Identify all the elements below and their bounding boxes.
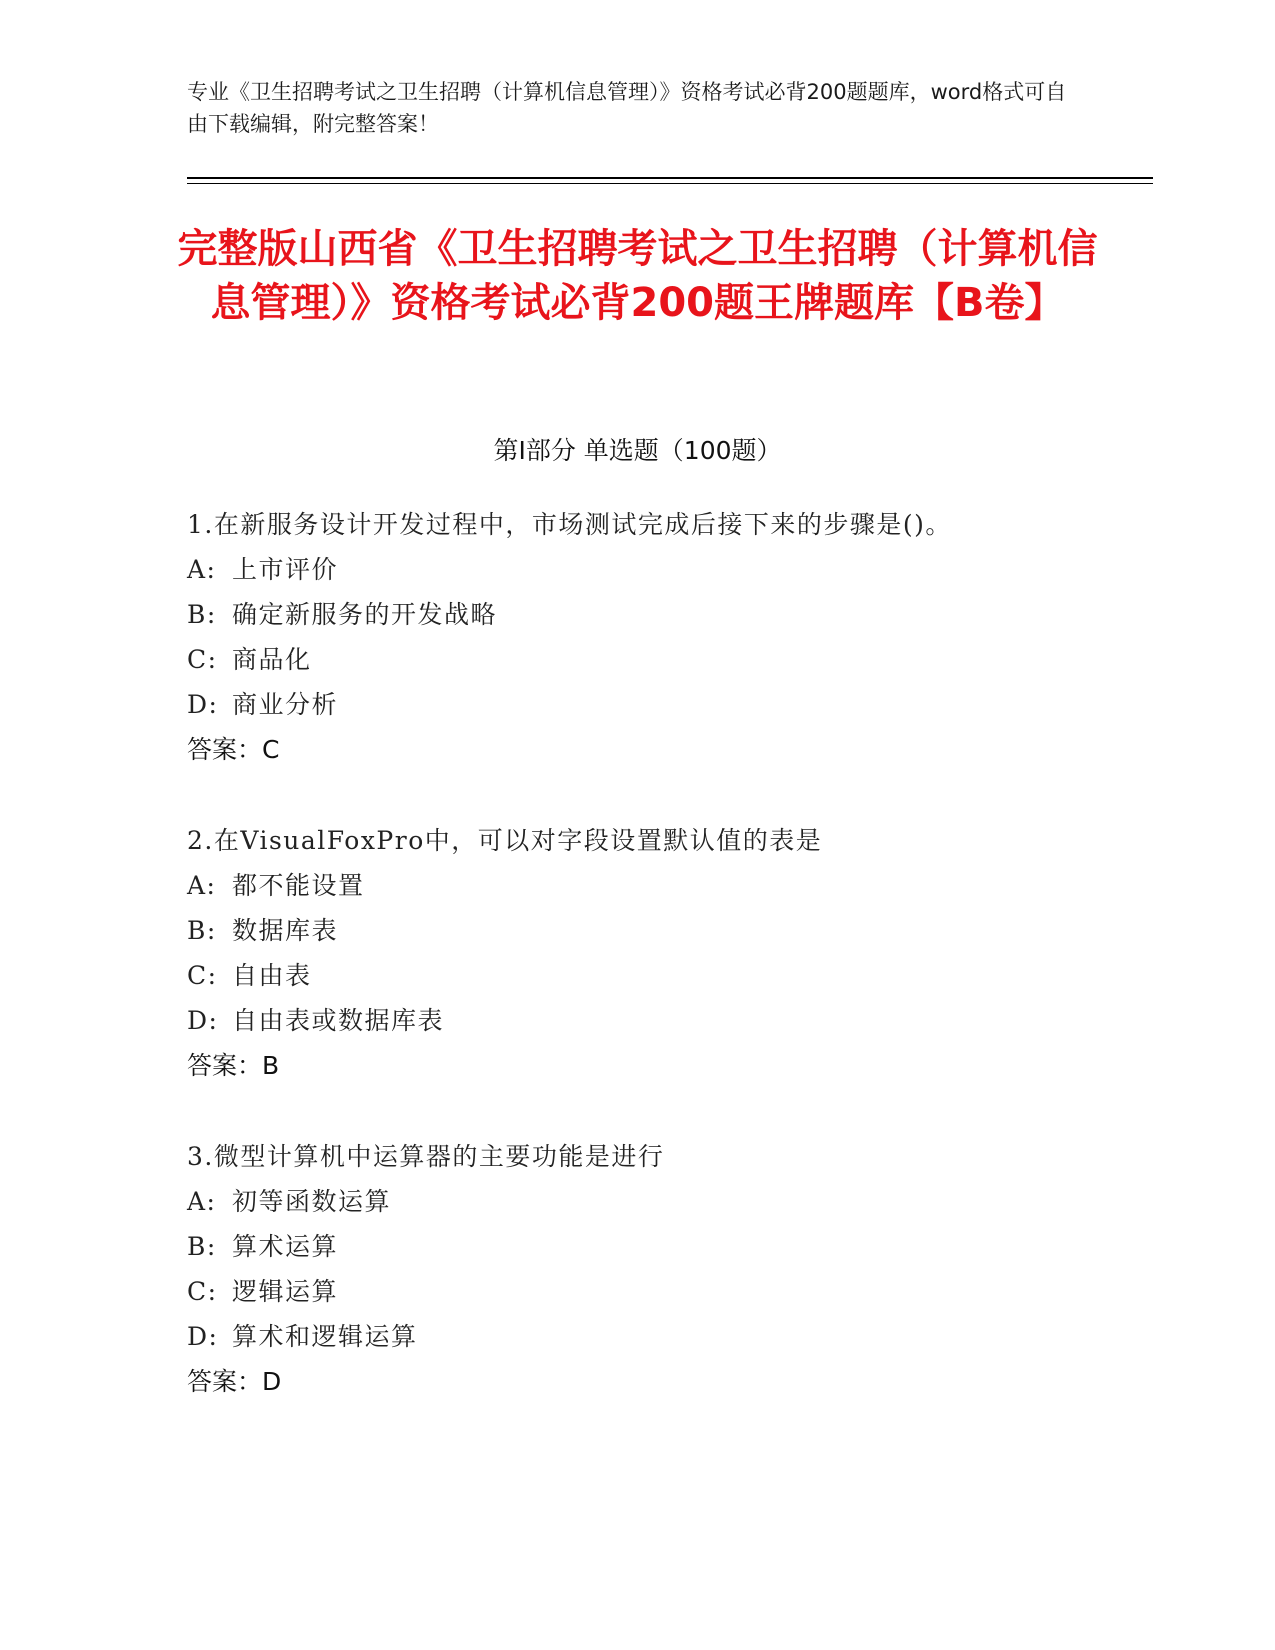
- option-letter: D:: [187, 690, 219, 719]
- question-stem: 3.微型计算机中运算器的主要功能是进行: [187, 1142, 665, 1171]
- option-a: [187, 547, 1147, 592]
- option-text: 逻辑运算: [232, 1277, 339, 1306]
- option-letter: A:: [187, 871, 217, 900]
- option-c: [187, 1269, 1147, 1314]
- option-letter: B:: [187, 916, 217, 945]
- section-heading: 第Ⅰ部分 单选题（100题）: [493, 436, 782, 465]
- header-rule-thin: [187, 183, 1153, 184]
- option-text: 都不能设置: [232, 871, 365, 900]
- option-letter: D:: [187, 1322, 219, 1351]
- answer-line: 答案：D: [187, 1367, 282, 1396]
- option-d: [187, 998, 1147, 1043]
- question-2: [187, 818, 1147, 1088]
- option-text: 初等函数运算: [232, 1187, 392, 1216]
- option-letter: C:: [187, 645, 218, 674]
- header-rule-thick: [187, 177, 1153, 179]
- option-letter: C:: [187, 961, 218, 990]
- option-text: 上市评价: [232, 555, 339, 584]
- option-b: [187, 1224, 1147, 1269]
- option-a: [187, 1179, 1147, 1224]
- question-stem: 1.在新服务设计开发过程中，市场测试完成后接下来的步骤是()。: [187, 510, 952, 539]
- option-text: 算术和逻辑运算: [232, 1322, 418, 1351]
- option-text: 自由表: [232, 961, 312, 990]
- option-text: 商品化: [232, 645, 312, 674]
- option-d: [187, 1314, 1147, 1359]
- option-text: 确定新服务的开发战略: [232, 600, 498, 629]
- option-letter: A:: [187, 555, 217, 584]
- option-letter: D:: [187, 1006, 219, 1035]
- answer-line: 答案：B: [187, 1051, 280, 1080]
- option-text: 数据库表: [232, 916, 339, 945]
- option-c: [187, 953, 1147, 998]
- option-d: [187, 682, 1147, 727]
- option-a: [187, 863, 1147, 908]
- header-note: 专业《卫生招聘考试之卫生招聘（计算机信息管理）》资格考试必背200题题库，word格式可自由下载编辑，附完整答案！: [187, 80, 1067, 136]
- option-letter: A:: [187, 1187, 217, 1216]
- option-letter: B:: [187, 600, 217, 629]
- option-text: 商业分析: [232, 690, 339, 719]
- option-b: [187, 908, 1147, 953]
- option-b: [187, 592, 1147, 637]
- document-title: 完整版山西省《卫生招聘考试之卫生招聘（计算机信息管理）》资格考试必背200题王牌题库【B卷】: [177, 226, 1098, 326]
- option-text: 自由表或数据库表: [232, 1006, 445, 1035]
- option-letter: B:: [187, 1232, 217, 1261]
- option-text: 算术运算: [232, 1232, 339, 1261]
- question-3: [187, 1134, 1147, 1404]
- question-stem: 2.在VisualFoxPro中，可以对字段设置默认值的表是: [187, 826, 823, 855]
- answer-line: 答案：C: [187, 735, 280, 764]
- option-c: [187, 637, 1147, 682]
- question-1: [187, 502, 1147, 772]
- option-letter: C:: [187, 1277, 218, 1306]
